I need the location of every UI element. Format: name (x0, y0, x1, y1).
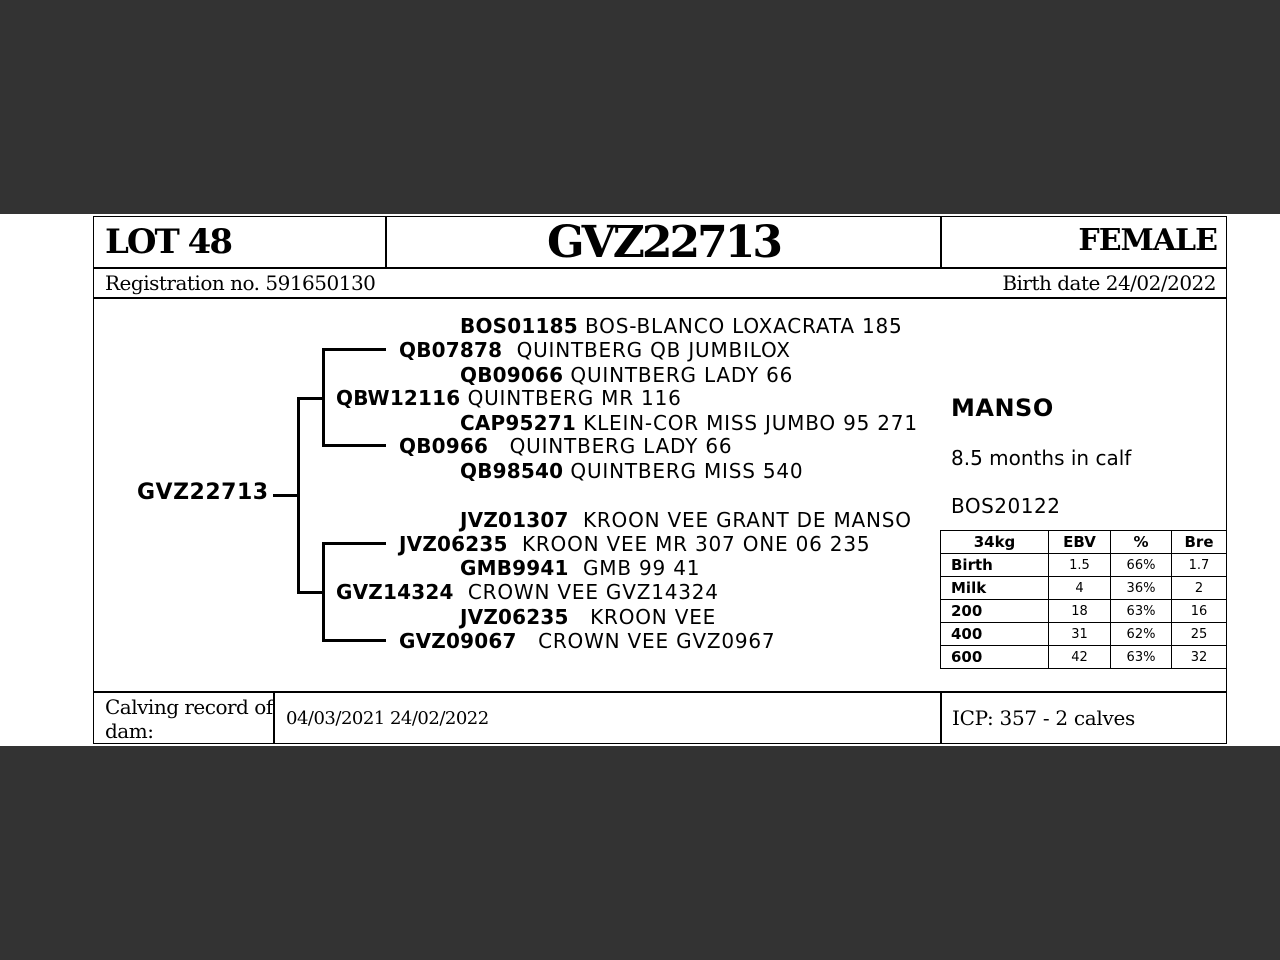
sex-cell (941, 216, 1227, 268)
pedigree-sire-dam-dam (460, 459, 803, 483)
pedigree-dam-sire (399, 532, 870, 556)
table-row (941, 623, 1227, 646)
registration-number: Registration no. 591650130 (105, 271, 376, 295)
animal-id-cell (386, 216, 941, 268)
icp-cell (941, 692, 1227, 744)
ebv-bre: 2 (1172, 577, 1227, 600)
animal-name: KROON VEE MR 307 ONE 06 235 (521, 532, 871, 556)
ebv-table (940, 530, 1227, 669)
animal-code: GVZ09067 (399, 629, 517, 653)
info-row (93, 268, 1227, 298)
animal-id: GVZ22713 (547, 217, 780, 268)
main-vertical-connector (297, 397, 300, 594)
ebv-row-label: Milk (941, 577, 1049, 600)
animal-code: JVZ06235 (399, 532, 508, 556)
pedigree-sire-sire (399, 338, 791, 362)
animal-name: KLEIN-COR MISS JUMBO 95 271 (583, 411, 918, 435)
ebv-value: 1.5 (1049, 554, 1111, 577)
animal-name: KROON VEE GRANT DE MANSO (582, 508, 912, 532)
animal-name: QUINTBERG LADY 66 (509, 434, 733, 458)
pedigree-sire-dam-sire (460, 411, 918, 435)
animal-name: KROON VEE (590, 605, 717, 629)
ebv-header-ebv: EBV (1049, 531, 1111, 554)
sire-dam-connector (322, 444, 386, 447)
animal-code: JVZ06235 (460, 605, 569, 629)
animal-name: BOS-BLANCO LOXACRATA 185 (585, 314, 903, 338)
ebv-percent: 66% (1111, 554, 1172, 577)
animal-code: QBW12116 (336, 386, 461, 410)
animal-code: QB09066 (460, 363, 564, 387)
pedigree-dam (336, 580, 719, 604)
animal-sex: FEMALE (1078, 223, 1217, 258)
pedigree-dam-sire-dam (460, 556, 700, 580)
subject-connector (273, 494, 299, 497)
table-row (941, 646, 1227, 669)
calving-record-label: Calving record of dam: (105, 695, 273, 743)
dam-connector (297, 591, 323, 594)
ebv-percent: 63% (1111, 600, 1172, 623)
animal-name: QUINTBERG LADY 66 (570, 363, 794, 387)
pedigree-subject: GVZ22713 (137, 480, 269, 505)
animal-code: CAP95271 (460, 411, 576, 435)
lot-number: LOT 48 (105, 222, 231, 262)
table-row (941, 554, 1227, 577)
ebv-percent: 36% (1111, 577, 1172, 600)
ebv-value: 18 (1049, 600, 1111, 623)
animal-name: QUINTBERG MISS 540 (570, 459, 804, 483)
animal-name: QUINTBERG MR 116 (467, 386, 682, 410)
service-sire-name: MANSO (951, 394, 1054, 422)
ebv-header-percent: % (1111, 531, 1172, 554)
animal-code: JVZ01307 (460, 508, 569, 532)
ebv-row-label: Birth (941, 554, 1049, 577)
table-row (941, 577, 1227, 600)
pedigree-sire-sire-dam (460, 363, 793, 387)
animal-name: GMB 99 41 (582, 556, 701, 580)
ebv-bre: 32 (1172, 646, 1227, 669)
dam-dam-connector (322, 639, 386, 642)
sire-sire-connector (322, 348, 386, 351)
ebv-row-label: 400 (941, 623, 1049, 646)
dam-vertical-connector (322, 542, 325, 642)
ebv-bre: 16 (1172, 600, 1227, 623)
ebv-header-row (941, 531, 1227, 554)
pedigree-dam-dam (399, 629, 775, 653)
ebv-row-label: 200 (941, 600, 1049, 623)
lot-number-cell (93, 216, 386, 268)
ebv-row-label: 600 (941, 646, 1049, 669)
birth-date: Birth date 24/02/2022 (1002, 271, 1216, 295)
pedigree-dam-dam-sire (460, 605, 716, 629)
ebv-header-bre: Bre (1172, 531, 1227, 554)
sire-connector (297, 397, 323, 400)
sire-vertical-connector (322, 348, 325, 447)
calving-record-cell (274, 692, 941, 744)
pedigree-sire-sire-sire (460, 314, 903, 338)
ebv-value: 4 (1049, 577, 1111, 600)
lot-card (0, 214, 1280, 746)
calving-record-dates: 04/03/2021 24/02/2022 (286, 708, 489, 729)
animal-code: QB0966 (399, 434, 489, 458)
ebv-bre: 25 (1172, 623, 1227, 646)
pedigree-sire-dam (399, 434, 732, 458)
animal-code: GMB9941 (460, 556, 569, 580)
ebv-value: 42 (1049, 646, 1111, 669)
animal-name: CROWN VEE GVZ0967 (538, 629, 776, 653)
animal-code: QB98540 (460, 459, 564, 483)
animal-name: QUINTBERG QB JUMBILOX (516, 338, 791, 362)
dam-sire-connector (322, 542, 386, 545)
animal-code: BOS01185 (460, 314, 578, 338)
animal-name: CROWN VEE GVZ14324 (467, 580, 719, 604)
icp-value: ICP: 357 - 2 calves (952, 706, 1135, 730)
months-in-calf: 8.5 months in calf (951, 446, 1132, 470)
ebv-bre: 1.7 (1172, 554, 1227, 577)
animal-code: QB07878 (399, 338, 503, 362)
calving-record-label-cell (93, 692, 274, 744)
animal-code: GVZ14324 (336, 580, 454, 604)
pedigree-sire (336, 386, 682, 410)
pedigree-dam-sire-sire (460, 508, 912, 532)
table-row (941, 600, 1227, 623)
ebv-value: 31 (1049, 623, 1111, 646)
ebv-percent: 62% (1111, 623, 1172, 646)
ebv-percent: 63% (1111, 646, 1172, 669)
service-sire-code: BOS20122 (951, 494, 1061, 518)
ebv-header-weight: 34kg (941, 531, 1049, 554)
